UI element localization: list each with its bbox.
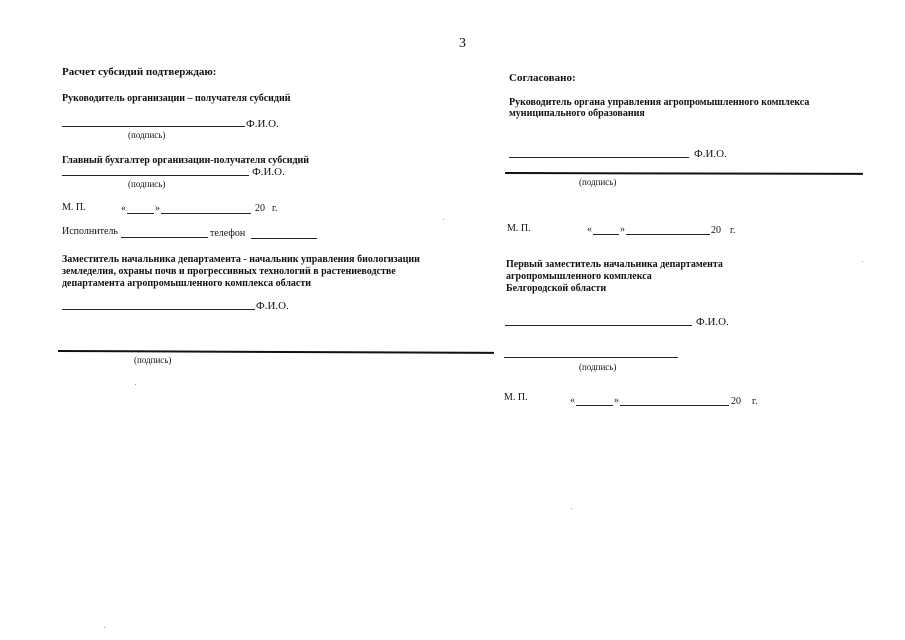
left-heading: Расчет субсидий подтверждаю: [62,66,217,78]
signature-caption-2: (подпись) [128,179,166,189]
stamp-label-right-1: М. П. [507,223,531,234]
first-deputy-line3: Белгородской области [506,283,607,294]
deputy-title-line3: департамента агропромышленного комплекса области [62,278,312,289]
year-label-r1: 20 [711,225,721,236]
signature-line-r3 [504,357,678,358]
date-day-line-r2 [576,405,613,406]
year-label-r2: 20 [731,396,741,407]
signature-caption-1: (подпись) [128,130,166,140]
phone-line [251,238,317,239]
date-month-line-r2 [620,405,729,406]
date-month-line-r1 [626,234,710,235]
date-close-quote-r2: » [614,395,619,406]
date-close-quote: » [155,203,160,214]
chief-accountant-title: Главный бухгалтер организации-получателя субсидий [62,155,310,166]
year-suffix-r1: г. [730,225,736,236]
left-separator-rule [58,350,494,354]
stamp-label-left: М. П. [62,202,86,213]
date-day-line [127,213,154,214]
fio-label-3: Ф.И.О. [256,300,289,312]
date-open-quote: « [121,203,126,214]
executor-line [121,237,208,238]
fio-label-1: Ф.И.О. [246,118,279,130]
signature-line-2 [62,175,249,176]
page-number: 3 [459,36,466,51]
executor-label: Исполнитель [62,226,118,237]
date-open-quote-r2: « [570,395,575,406]
right-separator-rule [505,172,863,175]
phone-label: телефон [210,228,246,239]
municipal-head-line2: муниципального образования [509,108,645,119]
scan-speck [571,508,572,509]
head-org-title: Руководитель организации – получателя субсидий [62,93,291,104]
scan-speck [443,219,444,220]
signature-line-r2 [505,325,692,326]
year-label-left: 20 [255,203,265,214]
right-heading: Согласовано: [509,72,576,84]
signature-caption-r1: (подпись) [579,177,617,187]
deputy-title-line1: Заместитель начальника департамента - начальник управления биологизации [62,254,420,265]
signature-line-3 [62,309,255,310]
deputy-title-line2: земледелия, охраны почв и прогрессивных технологий в растениеводстве [62,266,396,277]
first-deputy-line2: агропромышленного комплекса [506,271,652,282]
municipal-head-line1: Руководитель органа управления агропромышленного комплекса [509,97,810,108]
year-suffix-r2: г. [752,396,758,407]
date-day-line-r1 [593,234,619,235]
date-close-quote-r1: » [620,224,625,235]
fio-label-2: Ф.И.О. [252,166,285,178]
year-suffix-left: г. [272,203,278,214]
stamp-label-right-2: М. П. [504,392,528,403]
scan-speck [104,627,105,628]
date-month-line [161,213,251,214]
signature-caption-r2: (подпись) [579,362,617,372]
signature-caption-3: (подпись) [134,355,172,365]
scan-speck [135,384,136,385]
fio-label-r1: Ф.И.О. [694,148,727,160]
first-deputy-line1: Первый заместитель начальника департамента [506,259,723,270]
fio-label-r2: Ф.И.О. [696,316,729,328]
signature-line-1 [62,126,245,127]
date-open-quote-r1: « [587,224,592,235]
scan-speck [862,261,863,262]
signature-line-r1 [509,157,689,158]
